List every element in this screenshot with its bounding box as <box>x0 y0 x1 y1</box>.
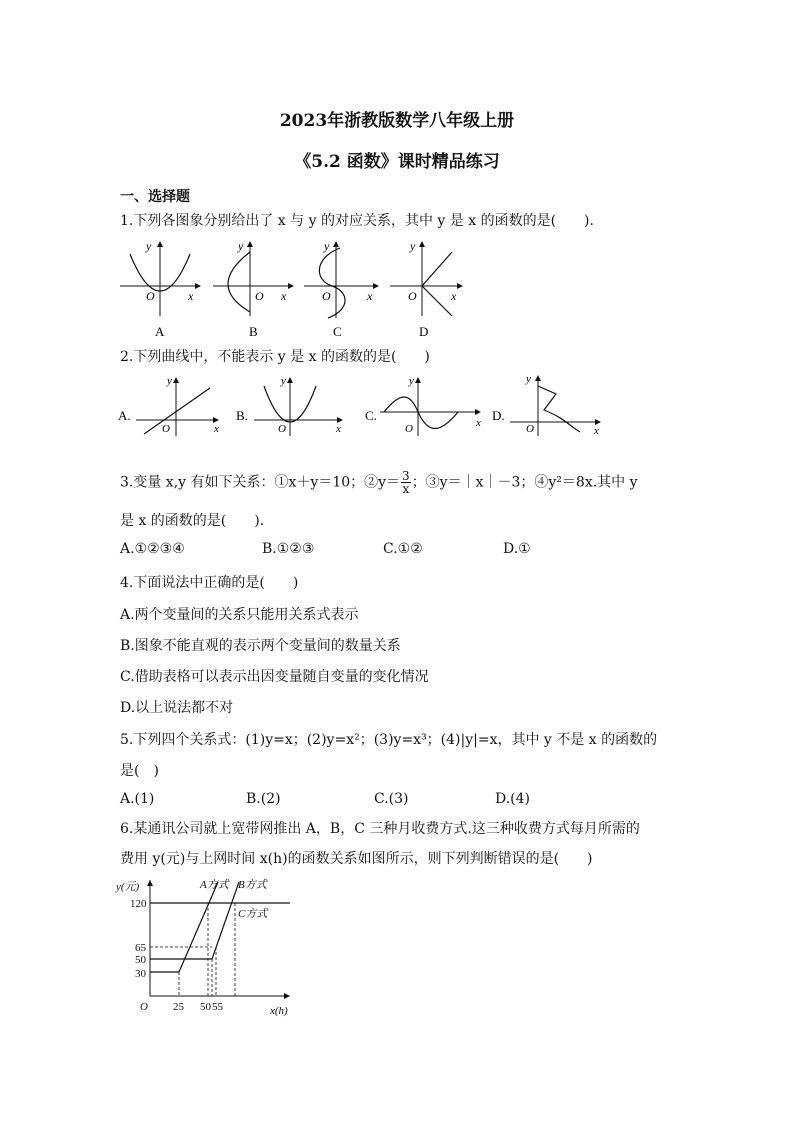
q2-label-b: B. <box>236 408 248 423</box>
q1-a-y: y <box>146 239 152 253</box>
q3-option-d: D.① <box>503 541 531 557</box>
section-title: 一、选择题 <box>120 189 190 205</box>
q2-a-y: y <box>167 375 172 387</box>
q6-label-c: C方式 <box>238 908 268 920</box>
q4-option-d: D.以上说法都不对 <box>120 700 234 716</box>
question-2-text: 2.下列曲线中，不能表示 y 是 x 的函数的是( ) <box>120 349 430 365</box>
question-2-graphs <box>118 372 608 438</box>
q2-a-x: x <box>214 423 219 435</box>
q4-option-b: B.图象不能直观的表示两个变量间的数量关系 <box>120 638 401 654</box>
q1-label-d: D <box>419 324 429 339</box>
q2-d-x: x <box>594 425 599 437</box>
q1-graph-b <box>213 239 293 339</box>
question-6-text-line2: 费用 y(元)与上网时间 x(h)的函数关系如图所示，则下列判断错误的是( ) <box>120 851 593 867</box>
question-1-graphs <box>118 236 468 342</box>
question-5-text-line2: 是( ) <box>120 763 159 779</box>
q2-c-y: y <box>409 375 414 387</box>
q6-origin: O <box>140 1001 148 1013</box>
q3-option-b: B.①②③ <box>262 541 315 557</box>
question-6-text: 6.某通讯公司就上宽带网推出 A，B，C 三种月收费方式.这三种收费方式每月所需的 <box>120 821 640 837</box>
question-1-text: 1.下列各图象分别给出了 x 与 y 的对应关系，其中 y 是 x 的函数的是( ). <box>120 213 594 229</box>
q1-b-x: x <box>281 289 287 303</box>
q1-d-y: y <box>410 239 416 253</box>
q6-ytick-30: 30 <box>135 968 146 980</box>
q6-ytick-120: 120 <box>130 898 147 910</box>
q6-label-a: A方式 <box>200 879 229 891</box>
q2-a-origin: O <box>162 423 170 435</box>
q6-xtick-55: 55 <box>212 1001 223 1013</box>
q6-xtick-50: 50 <box>200 1001 211 1013</box>
q3-option-c: C.①② <box>383 541 423 557</box>
q6-y-label: y(元) <box>116 881 140 893</box>
q3-option-a: A.①②③④ <box>120 541 185 557</box>
q2-d-origin: O <box>526 423 534 435</box>
question-5-text: 5.下列四个关系式：(1)y=x；(2)y=x²；(3)y=x³；(4)|y|=x，其中 y 不是 x 的函数的 <box>120 732 658 748</box>
q3-frac-num: 3 <box>402 469 410 483</box>
q1-graph-d <box>390 239 462 339</box>
question-3-text-line2: 是 x 的函数的是( ). <box>120 513 265 529</box>
q1-label-b: B <box>249 324 258 339</box>
q2-label-c: C. <box>365 408 377 423</box>
q6-xtick-25: 25 <box>173 1001 184 1013</box>
q1-graph-c <box>304 239 378 339</box>
q2-option-c-graph <box>365 375 481 436</box>
document-title: 2023年浙教版数学八年级上册 <box>279 111 515 131</box>
q5-option-d: D.(4) <box>495 791 531 807</box>
q3-text-post: ；③y＝｜x｜－3；④y²＝8x.其中 y <box>411 474 638 491</box>
question-4-text: 4.下面说法中正确的是( ) <box>120 575 299 591</box>
q2-b-x: x <box>336 423 341 435</box>
q6-ytick-50: 50 <box>135 954 146 966</box>
q6-guides <box>150 903 235 996</box>
q2-label-d: D. <box>492 408 505 423</box>
question-6-chart <box>112 872 302 1020</box>
q5-option-c: C.(3) <box>374 791 409 807</box>
q2-label-a: A. <box>118 408 131 423</box>
q3-frac-den: x <box>402 482 410 496</box>
q1-c-x: x <box>367 289 373 303</box>
q6-x-label: x(h) <box>270 1005 288 1017</box>
q4-option-a: A.两个变量间的关系只能用关系式表示 <box>120 607 359 623</box>
q1-d-origin: O <box>408 289 417 303</box>
q1-a-x: x <box>188 289 194 303</box>
q1-graph-a <box>120 239 200 339</box>
q4-option-c: C.借助表格可以表示出因变量随自变量的变化情况 <box>120 669 429 685</box>
q2-b-origin: O <box>278 423 286 435</box>
question-3-text <box>120 470 638 495</box>
q5-option-a: A.(1) <box>120 791 155 807</box>
q3-text-pre: 3.变量 x,y 有如下关系：①x＋y＝10；②y＝ <box>120 474 401 491</box>
q2-d-y: y <box>526 373 531 385</box>
q2-c-x: x <box>476 417 481 429</box>
q2-c-origin: O <box>405 423 413 435</box>
q2-b-y: y <box>281 375 286 387</box>
q6-label-b: B方式 <box>238 879 267 891</box>
q2-option-a-graph <box>118 375 219 436</box>
q6-line-b <box>150 882 239 959</box>
q1-c-y: y <box>324 239 330 253</box>
q2-option-d-graph <box>492 373 600 437</box>
q1-b-origin: O <box>255 289 264 303</box>
document-subtitle: 《5.2 函数》课时精品练习 <box>294 152 500 172</box>
q1-a-origin: O <box>146 289 155 303</box>
q1-label-c: C <box>333 324 342 339</box>
q2-option-b-graph <box>236 375 342 436</box>
q1-c-origin: O <box>322 289 331 303</box>
q6-ytick-65: 65 <box>135 942 146 954</box>
q1-label-a: A <box>155 324 165 339</box>
q1-b-y: y <box>238 239 244 253</box>
q5-option-b: B.(2) <box>246 791 281 807</box>
q1-d-x: x <box>451 289 457 303</box>
q3-fraction <box>401 470 411 495</box>
